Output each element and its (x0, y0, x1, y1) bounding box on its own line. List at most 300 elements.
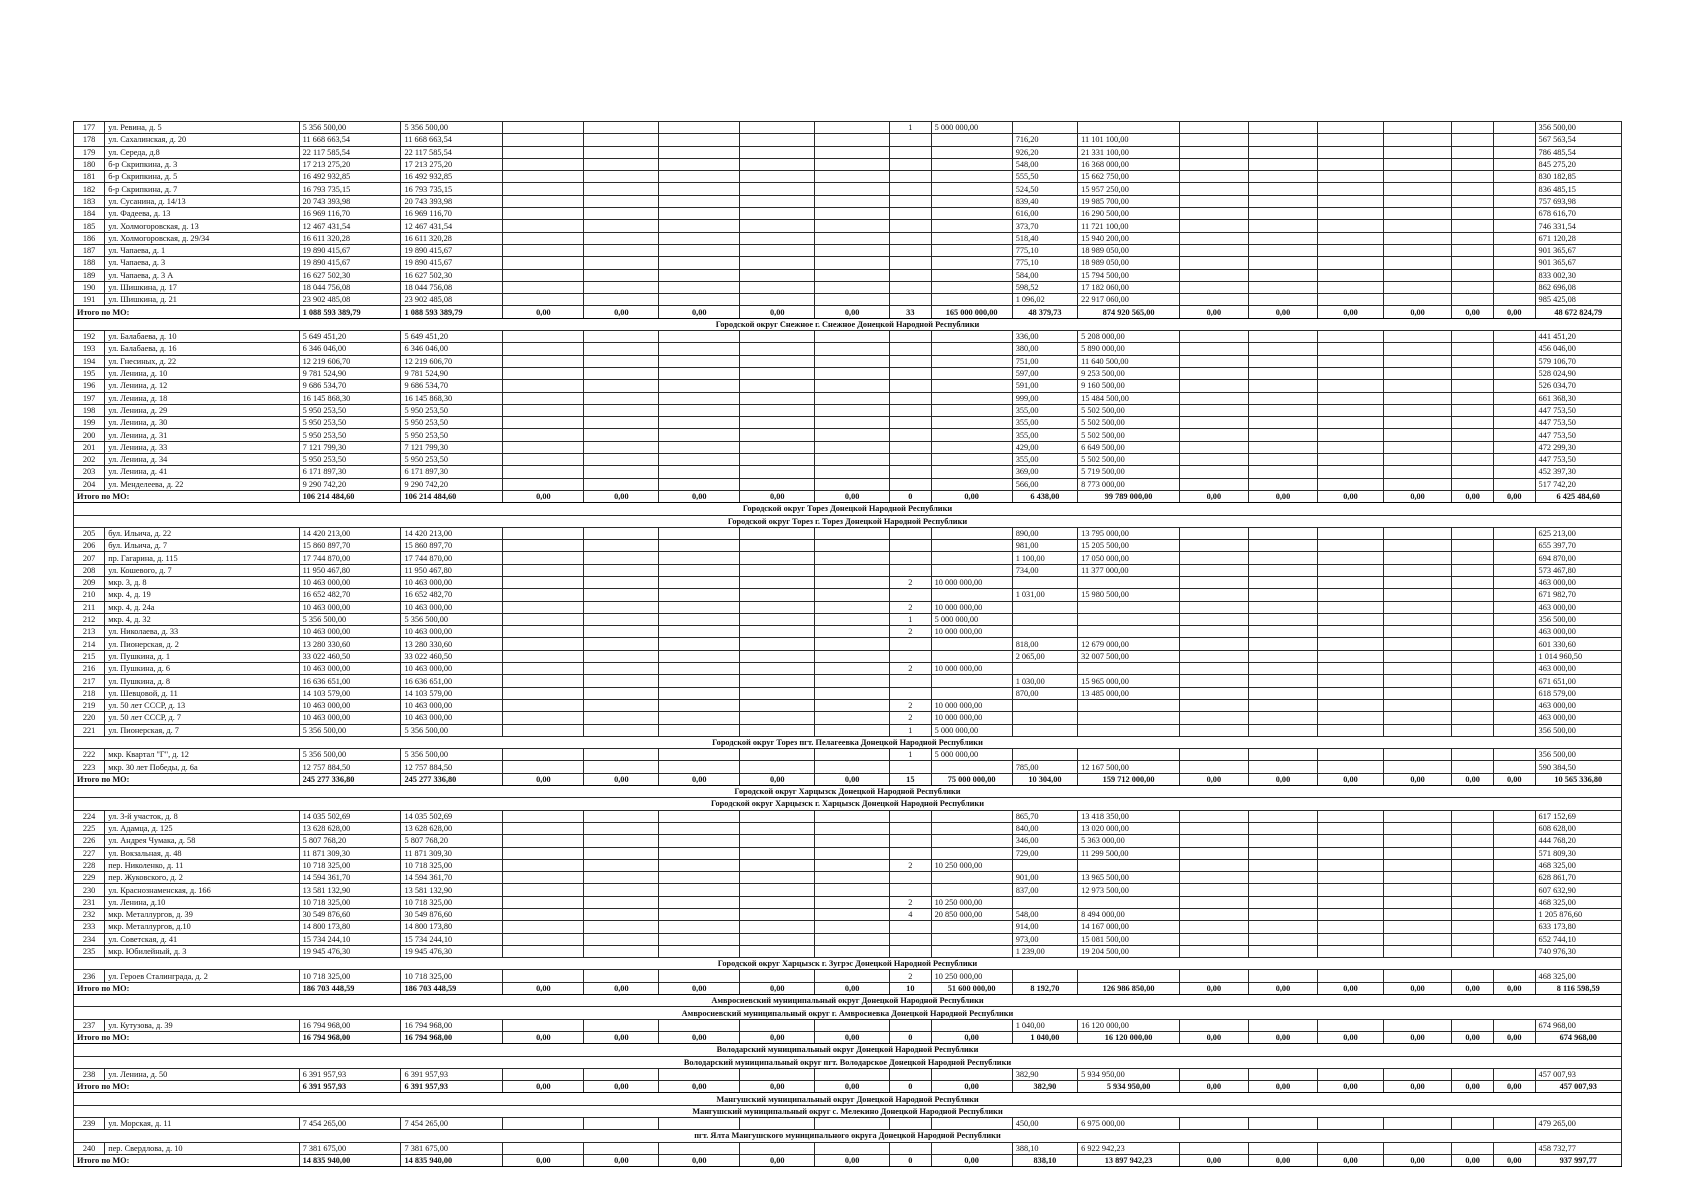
address-cell: мкр. 4, д. 24а (105, 601, 299, 613)
row-number: 238 (74, 1068, 105, 1080)
fund-cost-cell: 10 463 000,00 (401, 626, 503, 638)
empty-cell (815, 134, 890, 146)
empty-cell (815, 281, 890, 293)
empty-cell (1452, 1142, 1494, 1154)
empty-cell (1248, 331, 1318, 343)
fund-cost-cell: 16 627 502,30 (401, 269, 503, 281)
empty-cell (1318, 822, 1383, 834)
empty-cell (659, 909, 740, 921)
section-header-row (74, 318, 1622, 330)
lift-count-cell (890, 589, 932, 601)
address-cell: бул. Ильича, д. 22 (105, 527, 299, 539)
total-zero-cell: 0,00 (815, 1154, 890, 1166)
empty-cell (584, 183, 659, 195)
empty-cell (1248, 208, 1318, 220)
empty-cell (503, 945, 584, 957)
empty-cell (1318, 638, 1383, 650)
address-cell: ул. Гнесиных, д. 22 (105, 355, 299, 367)
fund-cost-cell: 14 800 173,80 (401, 921, 503, 933)
empty-cell (1493, 208, 1535, 220)
empty-cell (1180, 761, 1249, 773)
table-row (74, 171, 1622, 183)
empty-cell (740, 749, 815, 761)
roof-cost-cell (1078, 576, 1180, 588)
empty-cell (740, 355, 815, 367)
lift-count-cell (890, 921, 932, 933)
lift-count-cell (890, 158, 932, 170)
total-cost-cell: 6 346 046,00 (299, 343, 401, 355)
lift-count-cell (890, 195, 932, 207)
empty-cell (1383, 761, 1452, 773)
empty-cell (1180, 367, 1249, 379)
empty-cell (1318, 749, 1383, 761)
empty-cell (1180, 872, 1249, 884)
empty-cell (1318, 392, 1383, 404)
empty-cell (1493, 613, 1535, 625)
empty-cell (584, 564, 659, 576)
empty-cell (1383, 613, 1452, 625)
empty-cell (740, 232, 815, 244)
empty-cell (1493, 724, 1535, 736)
section-header-row (74, 736, 1622, 748)
empty-cell (1180, 122, 1249, 134)
lift-count-cell (890, 1118, 932, 1130)
empty-cell (740, 429, 815, 441)
address-cell: б-р Скрипкина, д. 5 (105, 171, 299, 183)
total-cost: 14 835 940,00 (299, 1154, 401, 1166)
address-cell: ул. Ленина, д. 12 (105, 380, 299, 392)
empty-cell (584, 712, 659, 724)
total-lift-count: 10 (890, 982, 932, 994)
fund-cost-cell: 6 346 046,00 (401, 343, 503, 355)
total-cost-cell: 10 463 000,00 (299, 663, 401, 675)
empty-cell (1180, 699, 1249, 711)
empty-cell (1248, 183, 1318, 195)
roof-cost-cell (1078, 970, 1180, 982)
empty-cell (740, 564, 815, 576)
empty-cell (1180, 269, 1249, 281)
empty-cell (1452, 441, 1494, 453)
empty-cell (1452, 650, 1494, 662)
empty-cell (503, 392, 584, 404)
lift-count-cell (890, 945, 932, 957)
empty-cell (659, 761, 740, 773)
other-cost-cell: 468 325,00 (1535, 859, 1621, 871)
lift-count-cell (890, 564, 932, 576)
total-cost: 245 277 336,80 (299, 773, 401, 785)
other-cost-cell: 463 000,00 (1535, 699, 1621, 711)
roof-area-cell: 429,00 (1012, 441, 1077, 453)
total-cost-cell: 13 280 330,60 (299, 638, 401, 650)
fund-cost-cell: 7 121 799,30 (401, 441, 503, 453)
total-zero-cell: 0,00 (1180, 490, 1249, 502)
empty-cell (1452, 859, 1494, 871)
fund-cost-cell: 16 611 320,28 (401, 232, 503, 244)
empty-cell (659, 810, 740, 822)
empty-cell (1493, 392, 1535, 404)
empty-cell (815, 294, 890, 306)
other-cost-cell: 463 000,00 (1535, 712, 1621, 724)
empty-cell (1248, 601, 1318, 613)
empty-cell (1452, 380, 1494, 392)
total-cost-cell: 5 950 253,50 (299, 454, 401, 466)
empty-cell (1493, 1118, 1535, 1130)
address-cell: ул. Ревина, д. 5 (105, 122, 299, 134)
roof-area-cell: 926,20 (1012, 146, 1077, 158)
table-row (74, 158, 1622, 170)
fund-cost-cell: 16 145 868,30 (401, 392, 503, 404)
row-number: 197 (74, 392, 105, 404)
lift-cost-cell: 5 000 000,00 (931, 122, 1012, 134)
other-cost-cell: 1 014 960,50 (1535, 650, 1621, 662)
other-cost-cell: 655 397,70 (1535, 540, 1621, 552)
empty-cell (815, 269, 890, 281)
lift-count-cell (890, 810, 932, 822)
empty-cell (584, 195, 659, 207)
row-number: 189 (74, 269, 105, 281)
lift-count-cell (890, 331, 932, 343)
empty-cell (503, 417, 584, 429)
row-number: 208 (74, 564, 105, 576)
lift-count-cell (890, 822, 932, 834)
fund-cost-cell: 11 668 663,54 (401, 134, 503, 146)
empty-cell (815, 540, 890, 552)
empty-cell (659, 404, 740, 416)
empty-cell (740, 269, 815, 281)
total-row (74, 982, 1622, 994)
empty-cell (584, 576, 659, 588)
total-cost-cell: 16 627 502,30 (299, 269, 401, 281)
fund-cost-cell: 16 652 482,70 (401, 589, 503, 601)
other-cost-cell: 678 616,70 (1535, 208, 1621, 220)
empty-cell (740, 859, 815, 871)
table-row (74, 257, 1622, 269)
empty-cell (740, 122, 815, 134)
empty-cell (1318, 281, 1383, 293)
section-title: Мангушский муниципальный округ Донецкой Народной Республики (74, 1093, 1622, 1105)
total-label: Итого по МО: (74, 1031, 300, 1043)
total-zero-cell: 0,00 (584, 490, 659, 502)
empty-cell (1493, 281, 1535, 293)
lift-cost-cell (931, 1142, 1012, 1154)
table-row (74, 392, 1622, 404)
other-cost-cell: 463 000,00 (1535, 626, 1621, 638)
lift-cost-cell: 10 000 000,00 (931, 699, 1012, 711)
empty-cell (815, 183, 890, 195)
empty-cell (503, 663, 584, 675)
empty-cell (659, 626, 740, 638)
lift-count-cell (890, 835, 932, 847)
empty-cell (1318, 429, 1383, 441)
total-zero-cell: 0,00 (1452, 1081, 1494, 1093)
row-number: 192 (74, 331, 105, 343)
total-zero-cell: 0,00 (815, 306, 890, 318)
total-cost-cell: 16 652 482,70 (299, 589, 401, 601)
empty-cell (584, 933, 659, 945)
empty-cell (1452, 884, 1494, 896)
empty-cell (503, 638, 584, 650)
empty-cell (815, 601, 890, 613)
empty-cell (584, 872, 659, 884)
lift-cost-cell (931, 761, 1012, 773)
total-lift-count: 0 (890, 1154, 932, 1166)
empty-cell (1318, 761, 1383, 773)
lift-count-cell (890, 1019, 932, 1031)
roof-area-cell: 373,70 (1012, 220, 1077, 232)
address-cell: ул. Шишкина, д. 17 (105, 281, 299, 293)
total-roof-area: 10 304,00 (1012, 773, 1077, 785)
lift-cost-cell: 10 000 000,00 (931, 601, 1012, 613)
fund-cost-cell: 14 035 502,69 (401, 810, 503, 822)
total-zero-cell: 0,00 (1318, 982, 1383, 994)
empty-cell (1452, 810, 1494, 822)
empty-cell (1493, 1019, 1535, 1031)
total-lift-cost: 0,00 (931, 1081, 1012, 1093)
empty-cell (1493, 244, 1535, 256)
total-label: Итого по МО: (74, 982, 300, 994)
empty-cell (1318, 441, 1383, 453)
empty-cell (503, 933, 584, 945)
empty-cell (584, 478, 659, 490)
total-zero-cell: 0,00 (1452, 982, 1494, 994)
lift-count-cell: 2 (890, 663, 932, 675)
address-cell: ул. Адамца, д. 125 (105, 822, 299, 834)
empty-cell (584, 687, 659, 699)
lift-count-cell (890, 552, 932, 564)
empty-cell (1383, 281, 1452, 293)
empty-cell (503, 343, 584, 355)
empty-cell (1493, 404, 1535, 416)
lift-count-cell (890, 441, 932, 453)
roof-cost-cell: 15 980 500,00 (1078, 589, 1180, 601)
other-cost-cell: 447 753,50 (1535, 454, 1621, 466)
lift-cost-cell (931, 257, 1012, 269)
empty-cell (1493, 552, 1535, 564)
fund-cost-cell: 5 356 500,00 (401, 724, 503, 736)
empty-cell (659, 1019, 740, 1031)
empty-cell (740, 244, 815, 256)
empty-cell (815, 699, 890, 711)
other-cost-cell: 652 744,10 (1535, 933, 1621, 945)
empty-cell (1318, 872, 1383, 884)
other-cost-cell: 517 742,20 (1535, 478, 1621, 490)
lift-count-cell (890, 884, 932, 896)
table-row (74, 134, 1622, 146)
empty-cell (1493, 454, 1535, 466)
empty-cell (1493, 601, 1535, 613)
row-number: 177 (74, 122, 105, 134)
empty-cell (1180, 835, 1249, 847)
empty-cell (1248, 884, 1318, 896)
row-number: 227 (74, 847, 105, 859)
empty-cell (503, 269, 584, 281)
empty-cell (1383, 601, 1452, 613)
other-cost-cell: 833 002,30 (1535, 269, 1621, 281)
lift-count-cell (890, 417, 932, 429)
roof-cost-cell: 14 167 000,00 (1078, 921, 1180, 933)
empty-cell (1318, 540, 1383, 552)
roof-area-cell: 355,00 (1012, 417, 1077, 429)
lift-cost-cell: 10 250 000,00 (931, 970, 1012, 982)
lift-count-cell (890, 761, 932, 773)
empty-cell (1318, 134, 1383, 146)
fund-cost-cell: 13 628 628,00 (401, 822, 503, 834)
empty-cell (1493, 749, 1535, 761)
total-roof-cost: 16 120 000,00 (1078, 1031, 1180, 1043)
empty-cell (1493, 1068, 1535, 1080)
empty-cell (659, 933, 740, 945)
fund-cost-cell: 16 636 651,00 (401, 675, 503, 687)
lift-cost-cell (931, 835, 1012, 847)
empty-cell (815, 552, 890, 564)
lift-cost-cell (931, 429, 1012, 441)
empty-cell (1248, 909, 1318, 921)
lift-count-cell: 4 (890, 909, 932, 921)
empty-cell (584, 589, 659, 601)
roof-area-cell: 870,00 (1012, 687, 1077, 699)
empty-cell (815, 761, 890, 773)
other-cost-cell: 862 696,08 (1535, 281, 1621, 293)
empty-cell (1318, 269, 1383, 281)
empty-cell (740, 552, 815, 564)
empty-cell (1318, 355, 1383, 367)
empty-cell (503, 712, 584, 724)
empty-cell (1452, 712, 1494, 724)
address-cell: ул. Ленина, д. 41 (105, 466, 299, 478)
empty-cell (1180, 601, 1249, 613)
empty-cell (503, 294, 584, 306)
total-lift-cost: 51 600 000,00 (931, 982, 1012, 994)
empty-cell (1248, 380, 1318, 392)
fund-cost-cell: 5 649 451,20 (401, 331, 503, 343)
roof-area-cell: 837,00 (1012, 884, 1077, 896)
empty-cell (1493, 699, 1535, 711)
roof-cost-cell: 16 120 000,00 (1078, 1019, 1180, 1031)
lift-cost-cell (931, 343, 1012, 355)
lift-cost-cell: 5 000 000,00 (931, 613, 1012, 625)
other-cost-cell: 447 753,50 (1535, 417, 1621, 429)
total-lift-cost: 0,00 (931, 1154, 1012, 1166)
lift-count-cell: 2 (890, 699, 932, 711)
empty-cell (584, 847, 659, 859)
lift-count-cell: 2 (890, 576, 932, 588)
empty-cell (1318, 576, 1383, 588)
roof-area-cell: 566,00 (1012, 478, 1077, 490)
total-zero-cell: 0,00 (1452, 1031, 1494, 1043)
empty-cell (740, 454, 815, 466)
empty-cell (584, 429, 659, 441)
empty-cell (503, 626, 584, 638)
empty-cell (584, 281, 659, 293)
empty-cell (1383, 847, 1452, 859)
other-cost-cell: 617 152,69 (1535, 810, 1621, 822)
total-zero-cell: 0,00 (1248, 1154, 1318, 1166)
table-row (74, 208, 1622, 220)
empty-cell (1493, 294, 1535, 306)
total-lift-cost: 75 000 000,00 (931, 773, 1012, 785)
total-zero-cell: 0,00 (584, 306, 659, 318)
lift-cost-cell (931, 134, 1012, 146)
empty-cell (1248, 896, 1318, 908)
roof-area-cell: 865,70 (1012, 810, 1077, 822)
empty-cell (1248, 835, 1318, 847)
other-cost-cell: 441 451,20 (1535, 331, 1621, 343)
lift-cost-cell: 10 000 000,00 (931, 712, 1012, 724)
empty-cell (1452, 1068, 1494, 1080)
total-cost-cell: 14 594 361,70 (299, 872, 401, 884)
roof-cost-cell: 16 290 500,00 (1078, 208, 1180, 220)
empty-cell (1383, 822, 1452, 834)
roof-cost-cell: 5 719 500,00 (1078, 466, 1180, 478)
lift-cost-cell: 10 250 000,00 (931, 859, 1012, 871)
roof-area-cell: 734,00 (1012, 564, 1077, 576)
empty-cell (1248, 712, 1318, 724)
empty-cell (1383, 687, 1452, 699)
empty-cell (740, 822, 815, 834)
fund-cost-cell: 5 950 253,50 (401, 404, 503, 416)
total-cost-cell: 16 794 968,00 (299, 1019, 401, 1031)
fund-cost-cell: 19 890 415,67 (401, 257, 503, 269)
empty-cell (740, 675, 815, 687)
empty-cell (1452, 540, 1494, 552)
lift-cost-cell (931, 822, 1012, 834)
total-cost-fund: 245 277 336,80 (401, 773, 503, 785)
empty-cell (1248, 687, 1318, 699)
total-cost-cell: 10 463 000,00 (299, 712, 401, 724)
empty-cell (1383, 884, 1452, 896)
empty-cell (1248, 749, 1318, 761)
empty-cell (1493, 921, 1535, 933)
section-title: Амвросиевский муниципальный округ г. Амвросиевка Донецкой Народной Республики (74, 1007, 1622, 1019)
address-cell: б-р Скрипкина, д. 3 (105, 158, 299, 170)
fund-cost-cell: 7 381 675,00 (401, 1142, 503, 1154)
roof-cost-cell (1078, 712, 1180, 724)
empty-cell (1452, 257, 1494, 269)
lift-count-cell (890, 146, 932, 158)
empty-cell (503, 380, 584, 392)
empty-cell (740, 712, 815, 724)
empty-cell (815, 257, 890, 269)
table-row (74, 687, 1622, 699)
other-cost-cell: 671 120,28 (1535, 232, 1621, 244)
table-row (74, 564, 1622, 576)
empty-cell (584, 896, 659, 908)
empty-cell (740, 613, 815, 625)
total-cost-cell: 5 356 500,00 (299, 749, 401, 761)
other-cost-cell: 356 500,00 (1535, 724, 1621, 736)
empty-cell (1452, 896, 1494, 908)
fund-cost-cell: 14 420 213,00 (401, 527, 503, 539)
empty-cell (1248, 478, 1318, 490)
empty-cell (584, 404, 659, 416)
empty-cell (659, 601, 740, 613)
empty-cell (740, 367, 815, 379)
empty-cell (1452, 404, 1494, 416)
empty-cell (1452, 601, 1494, 613)
empty-cell (815, 896, 890, 908)
roof-cost-cell: 5 363 000,00 (1078, 835, 1180, 847)
total-zero-cell: 0,00 (503, 1031, 584, 1043)
empty-cell (1493, 909, 1535, 921)
empty-cell (1493, 441, 1535, 453)
other-cost-cell: 786 485,54 (1535, 146, 1621, 158)
other-cost-cell: 579 106,70 (1535, 355, 1621, 367)
fund-cost-cell: 20 743 393,98 (401, 195, 503, 207)
empty-cell (740, 171, 815, 183)
row-number: 190 (74, 281, 105, 293)
empty-cell (584, 921, 659, 933)
total-cost-cell: 14 420 213,00 (299, 527, 401, 539)
